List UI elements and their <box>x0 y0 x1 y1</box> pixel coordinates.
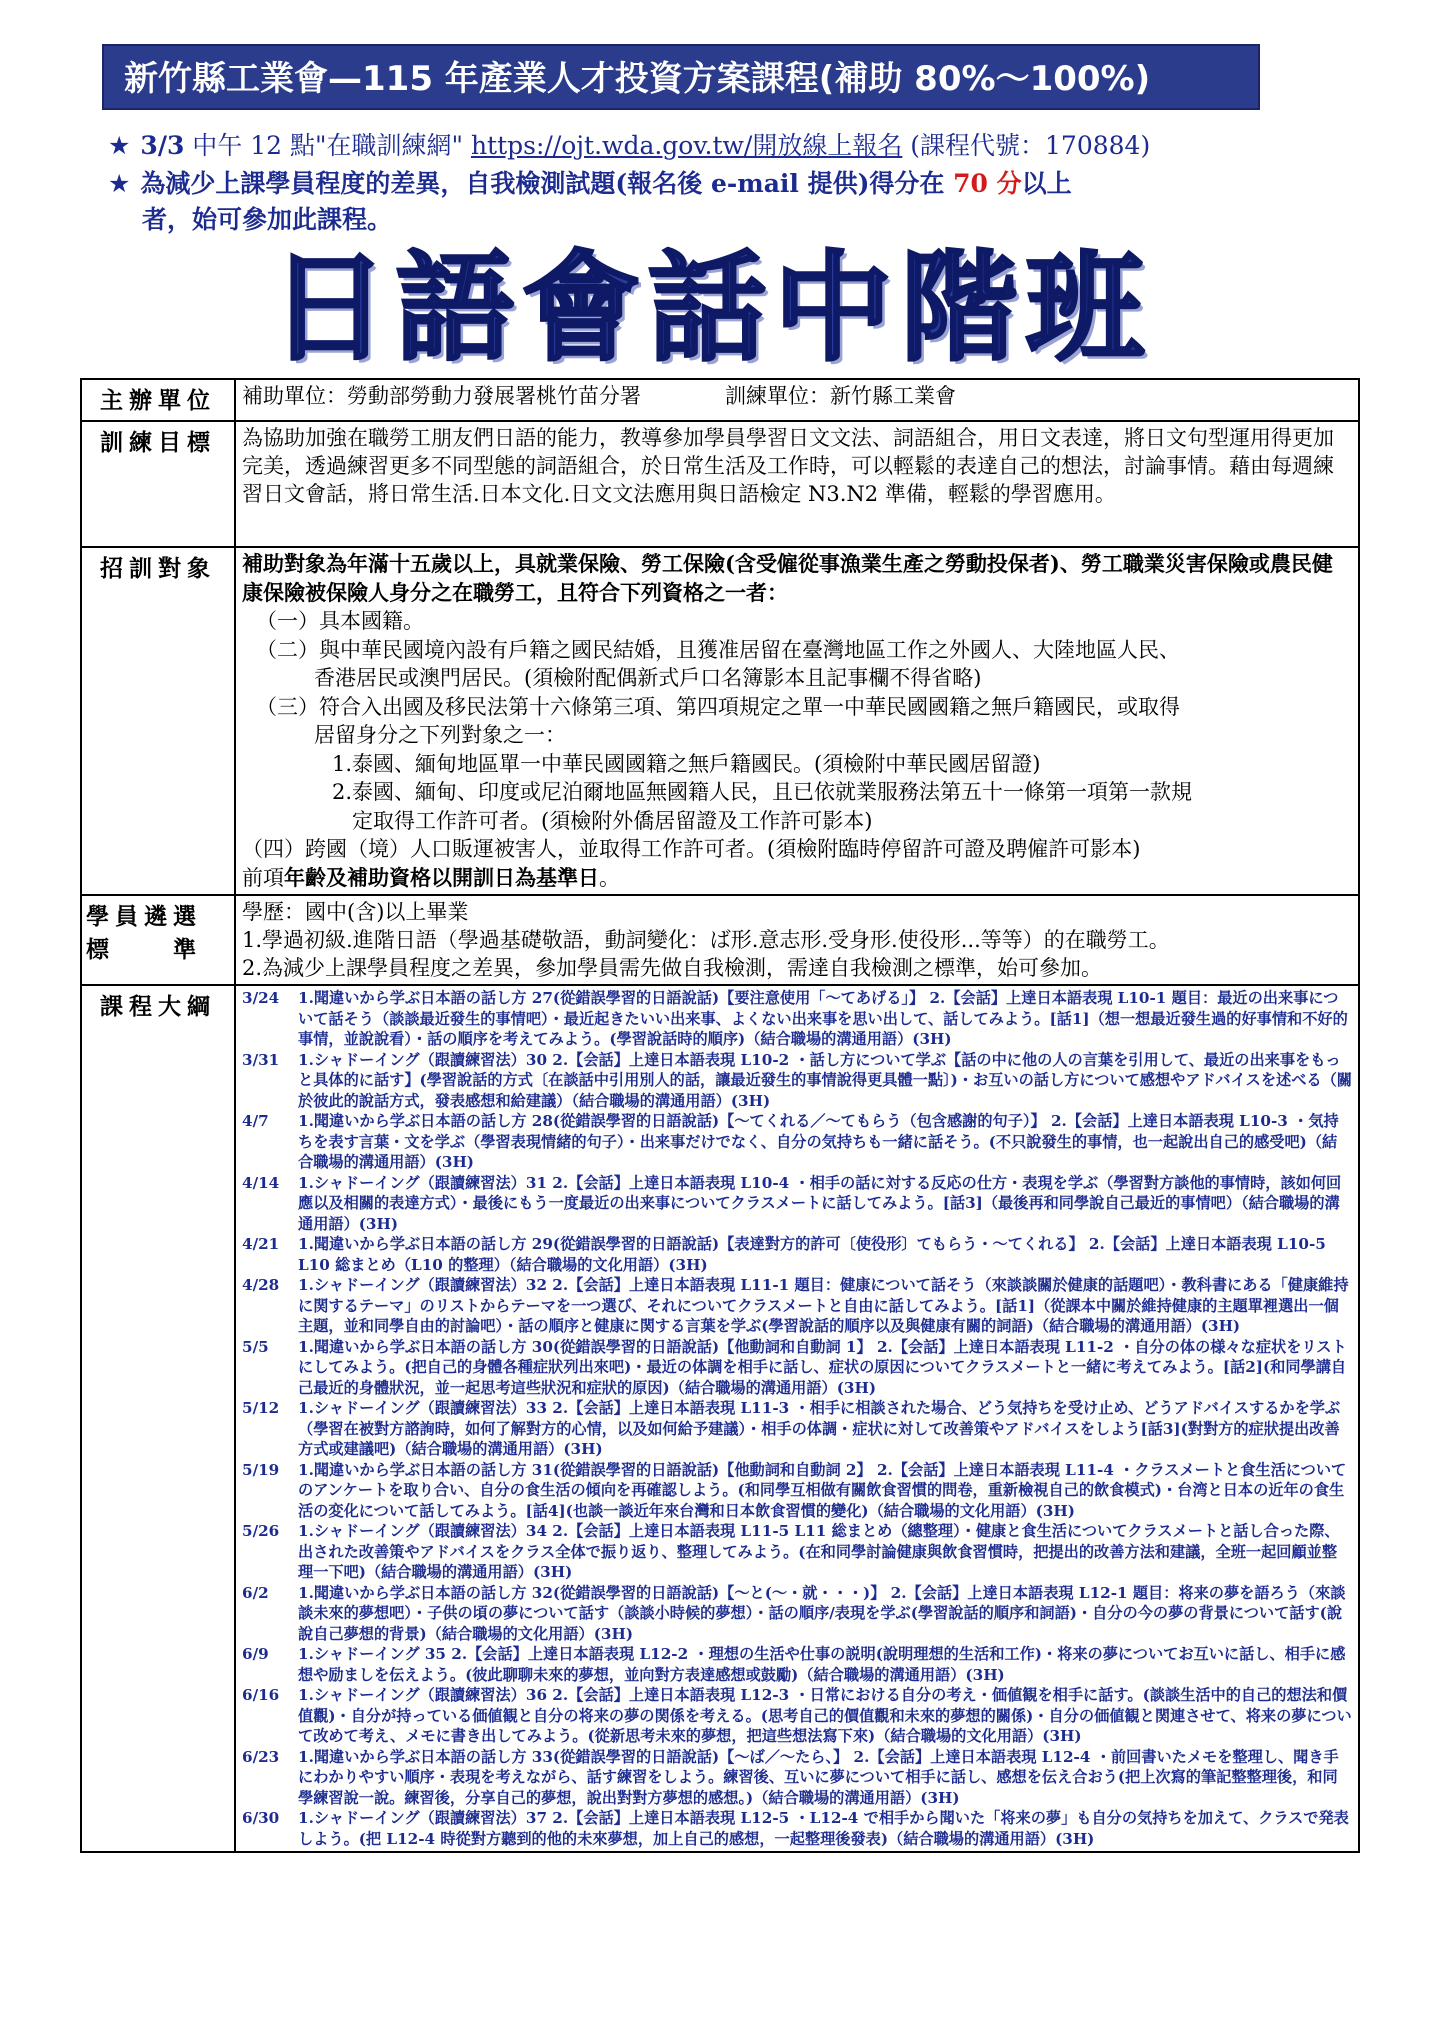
session-date: 5/5 <box>242 1337 269 1356</box>
criteria-label-top: 學員遴選 <box>86 903 202 930</box>
syllabus-session <box>242 1275 1352 1337</box>
session-date: 3/24 <box>242 989 280 1007</box>
syllabus-row <box>81 985 1359 1852</box>
session-date: 6/9 <box>242 1645 269 1663</box>
session-content: 1.シャドーイング（跟讀練習法）30 2.【会話】上達日本語表現 L10-2 ・話し方について学ぶ【話の中に他の人の言葉を引用して、最近の出来事をもっと具体的に話す】(學習說話的方式〔在談話中引用別人的話，讓最近發生的事情說得更具體一點〕)・お互いの話し方について感想やアドバイスを述べる（關於彼此的說話方式，發表感想和給建議）（結合職場的溝通用語）(3H) <box>298 1050 1352 1110</box>
syllabus-session <box>242 1337 1352 1399</box>
session-date: 5/26 <box>242 1522 280 1540</box>
target-item-3-sub-2-cont: 定取得工作許可者。(須檢附外僑居留證及工作許可影本) <box>352 808 873 833</box>
syllabus-session <box>242 1521 1352 1583</box>
star-icon: ★ <box>108 131 131 160</box>
syllabus-list <box>235 985 1359 1852</box>
session-content: 1.聞違いから学ぶ日本語の話し方 28(從錯誤學習的日語說話)【～てくれる／～てもらう（包含感謝的句子）】 2.【会話】上達日本語表現 L10-3 ・気持ちを表す言葉・文を学ぶ（學習表現情緒的句子）・出来事だけでなく、自分の気持ちも一緒に話そう。(不只說發生的事情，也一起說出自己的感受吧)（結合職場的溝通用語）(3H) <box>298 1112 1339 1171</box>
registration-link[interactable]: https://ojt.wda.gov.tw/開放線上報名 <box>470 131 903 160</box>
session-content: 1.シャドーイング（跟讀練習法）34 2.【会話】上達日本語表現 L11-5 L11 総まとめ（總整理）・健康と食生活についてクラスメートと話し合った際、出された改善策やアドバイスをクラス全体で振り返り、整理してみよう。(在和同學討論健康與飲食習慣時，把提出的改善方法和建議，全班一起回顧並整理一下吧)（結合職場的溝通用語）(3H) <box>298 1522 1340 1581</box>
syllabus-session <box>242 1460 1352 1522</box>
session-date: 4/7 <box>242 1112 269 1130</box>
target-foot-bold: 年齡及補助資格以開訓日為基準日 <box>284 864 599 890</box>
registration-date: 3/3 <box>140 131 185 160</box>
criteria-line-1: 學歷：國中(含)以上畢業 <box>242 900 469 924</box>
self-test-text-end: 以上 <box>1021 169 1072 198</box>
target-item-2: （二）與中華民國境內設有戶籍之國民結婚，且獲准居留在臺灣地區工作之外國人、大陸地區人民、 <box>256 637 1180 662</box>
target-item-3: （三）符合入出國及移民法第十六條第三項、第四項規定之單一中華民國國籍之無戶籍國民，或取得 <box>256 694 1180 719</box>
session-content: 1.聞違いから学ぶ日本語の話し方 32(從錯誤學習的日語說話)【～と(～・就・・・)】 2.【会話】上達日本語表現 L12-1 題目：将来の夢を語ろう（來談談未來的夢想吧）・子供の頃の夢について話す（談談小時候的夢想）・話の順序/表現を学ぶ(學習說話的順序和詞語)・自分の今の夢の背景について話す(說說自己夢想的背景)（結合職場的文化用語）(3H) <box>298 1583 1346 1643</box>
goal-value: 為協助加強在職勞工朋友們日語的能力，教導參加學員學習日文文法、詞語組合，用日文表達，將日文句型運用得更加完美，透過練習更多不同型態的詞語組合，於日常生活及工作時，可以輕鬆的表達自己的想法，討論事情。藉由每週練習日文會話，將日常生活.日本文化.日文文法應用與日語檢定 N3.N2 準備，輕鬆的學習應用。 <box>235 421 1359 547</box>
session-date: 5/12 <box>242 1399 280 1417</box>
registration-notice <box>108 126 1150 162</box>
star-icon: ★ <box>108 169 131 198</box>
session-date: 5/19 <box>242 1460 280 1479</box>
syllabus-session <box>242 1234 1352 1275</box>
session-content: 1.シャドーイング 35 2.【会話】上達日本語表現 L12-2 ・理想の生活や仕事の説明(說明理想的生活和工作)・将来の夢についてお互いに話し、相手に感想や励ましを伝えよう。(彼此聊聊未來的夢想，並向對方表達感想或鼓勵)（結合職場的溝通用語）(3H) <box>298 1645 1346 1684</box>
session-content: 1.聞違いから学ぶ日本語の話し方 30(從錯誤學習的日語說話)【他動詞和自動詞 1】 2.【会話】上達日本語表現 L11-2 ・自分の体の様々な症状をリストにしてみよう。(把自己的身體各種症狀列出來吧)・最近の体調を相手に話し、症状の原因についてクラスメートと一緒に考えてみよう。[話2](和同學講自己最近的身體狀況，並一起思考這些狀況和症狀的原因)（結合職場的溝通用語）(3H) <box>298 1337 1347 1397</box>
syllabus-session <box>242 1583 1352 1645</box>
session-date: 6/16 <box>242 1686 280 1704</box>
session-content: 1.シャドーイング（跟讀練習法）32 2.【会話】上達日本語表現 L11-1 題目：健康について話そう（來談談關於健康的話題吧）・教科書にある「健康維持に関するテーマ」のリストからテーマを一つ選び、それについてクラスメートと自由に話してみよう。[話1]（從課本中關於維持健康的主題單裡選出一個主題，並和同學自由的討論吧）・話の順序と健康に関する言葉を学ぶ(學習說話的順序以及與健康有關的詞語)（結合職場的溝通用語）(3H) <box>298 1276 1349 1335</box>
self-test-notice-cont: 者，始可參加此課程。 <box>142 205 393 234</box>
session-content: 1.シャドーイング（跟讀練習法）33 2.【会話】上達日本語表現 L11-3 ・相手に相談された場合、どう気持ちを受け止め、どうアドバイスするかを学ぶ（學習在被對方諮詢時，如何了解對方的心情，以及如何給予建議）・相手の体調・症状に対して改善策やアドバイスをしよう[話3](對對方的症狀提出改善方式或建議吧)（結合職場的溝通用語）(3H) <box>298 1399 1341 1458</box>
target-value <box>235 547 1359 895</box>
target-item-4: （四）跨國（境）人口販運被害人，並取得工作許可者。(須檢附臨時停留許可證及聘僱許可影本) <box>242 837 1141 861</box>
course-info-table <box>80 378 1360 1853</box>
session-content: 1.シャドーイング（跟讀練習法）31 2.【会話】上達日本語表現 L10-4 ・相手の話に対する反応の仕方・表現を学ぶ（學習對方談他的事情時，該如何回應以及相關的表達方式）・最後にもう一度最近の出来事についてクラスメートに話してみよう。[話3]（最後再和同學說自己最近的事情吧）（結合職場的溝通用語）(3H) <box>298 1173 1342 1233</box>
self-test-notice <box>108 164 1072 200</box>
target-foot-pre: 前項 <box>242 865 284 890</box>
session-date: 3/31 <box>242 1050 280 1069</box>
target-label: 招訓對象 <box>81 547 235 895</box>
target-item-3-sub-1: 1.泰國、緬甸地區單一中華民國國籍之無戶籍國民。(須檢附中華民國居留證) <box>332 751 1041 776</box>
session-date: 4/14 <box>242 1173 280 1192</box>
session-content: 1.シャドーイング（跟讀練習法）37 2.【会話】上達日本語表現 L12-5 ・L12-4 で相手から聞いた「将来の夢」も自分の気持ちを加えて、クラスで発表しよう。(把 L12-4 時從對方聽到的他的未來夢想，加上自己的感想，一起整理後發表)（結合職場的溝通用語）(3H) <box>298 1809 1349 1848</box>
syllabus-session <box>242 1111 1352 1173</box>
session-date: 4/28 <box>242 1276 280 1294</box>
criteria-label <box>81 895 235 985</box>
course-code: (課程代號：170884) <box>902 131 1151 160</box>
goal-label: 訓練目標 <box>81 421 235 547</box>
criteria-line-3: 2.為減少上課學員程度之差異，參加學員需先做自我檢測，需達自我檢測之標準，始可參加。 <box>242 956 1103 980</box>
target-row <box>81 547 1359 895</box>
passing-score: 70 分 <box>953 169 1022 198</box>
target-foot-post: 。 <box>599 865 620 890</box>
syllabus-session <box>242 1644 1352 1685</box>
target-foot <box>242 864 1352 893</box>
session-content: 1.聞違いから学ぶ日本語の話し方 29(從錯誤學習的日語說話)【表達對方的許可〔使役形〕てもらう・～てくれる】 2.【会話】上達日本語表現 L10-5 L10 総まとめ（L10 的整理）（結合職場的文化用語）(3H) <box>298 1235 1326 1274</box>
page-title: 日語會話中階班 <box>270 239 1153 377</box>
syllabus-session <box>242 1747 1352 1809</box>
target-head: 補助對象為年滿十五歲以上，具就業保險、勞工保險(含受僱從事漁業生產之勞動投保者)、勞工職業災害保險或農民健康保險被保險人身分之在職勞工，且符合下列資格之一者： <box>242 551 1333 605</box>
session-date: 6/2 <box>242 1583 269 1602</box>
target-item-2-cont: 香港居民或澳門居民。(須檢附配偶新式戶口名簿影本且記事欄不得省略) <box>314 666 982 690</box>
syllabus-session <box>242 1050 1352 1112</box>
self-test-text: 為減少上課學員程度的差異，自我檢測試題(報名後 e-mail 提供)得分在 <box>140 169 954 198</box>
session-date: 6/23 <box>242 1747 280 1766</box>
target-item-3-cont: 居留身分之下列對象之一： <box>314 723 566 747</box>
syllabus-session <box>242 988 1352 1050</box>
session-content: 1.聞違いから学ぶ日本語の話し方 31(從錯誤學習的日語說話)【他動詞和自動詞 2】 2.【会話】上達日本語表現 L11-4 ・クラスメートと食生活についてのアンケートを取り合い、自分の食生活の傾向を再確認しよう。(和同學互相做有關飲食習慣的問卷，重新檢視自己的飲食模式)・台湾と日本の近年の食生活の変化について話してみよう。[話4](也談一談近年來台灣和日本飲食習慣的變化)（結合職場的文化用語）(3H) <box>298 1460 1347 1520</box>
criteria-row <box>81 895 1359 985</box>
session-content: 1.聞違いから学ぶ日本語の話し方 27(從錯誤學習的日語說話)【要注意使用「～てあげる」】 2.【会話】上達日本語表現 L10-1 題目：最近の出来事について話そう（談談最近發生的事情吧）・最近起きたいい出来事、よくない出来事を思い出して、話してみよう。[話1]（想一想最近發生過的好事情和不好的事情，並說說看）・話の順序を考えてみよう。(學習說話時的順序)（結合職場的溝通用語）(3H) <box>298 989 1348 1048</box>
syllabus-session <box>242 1685 1352 1747</box>
organizer-row <box>81 379 1359 421</box>
syllabus-session <box>242 1398 1352 1460</box>
criteria-value <box>235 895 1359 985</box>
registration-text: 中午 12 點"在職訓練網" <box>184 131 471 160</box>
session-content: 1.聞違いから学ぶ日本語の話し方 33(從錯誤學習的日語說話)【～ば／～たら、】 2.【会話】上達日本語表現 L12-4 ・前回書いたメモを整理し、聞き手にわかりやすい順序・表現を考えながら、話す練習をしよう。練習後、互いに夢について相手に話し、感想を伝え合おう(把上次寫的筆記整整理後，和同學練習說一說。練習後，分享自己的夢想，說出對對方夢想的感想。)（結合職場的溝通用語）(3H) <box>298 1747 1339 1807</box>
session-date: 4/21 <box>242 1235 280 1253</box>
target-item-1: （一）具本國籍。 <box>256 609 424 633</box>
course-banner: 新竹縣工業會—115 年產業人才投資方案課程(補助 80%～100%) <box>102 44 1260 110</box>
session-date: 6/30 <box>242 1809 280 1827</box>
criteria-label-bottom: 標 準 <box>86 936 202 963</box>
syllabus-session <box>242 1173 1352 1235</box>
goal-row <box>81 421 1359 547</box>
organizer-value: 補助單位：勞動部勞動力發展署桃竹苗分署 訓練單位：新竹縣工業會 <box>235 379 1359 421</box>
syllabus-label: 課程大綱 <box>81 985 235 1852</box>
organizer-label: 主辦單位 <box>81 379 235 421</box>
session-content: 1.シャドーイング（跟讀練習法）36 2.【会話】上達日本語表現 L12-3 ・日常における自分の考え・価値観を相手に話す。(談談生活中的自己的想法和價值觀)・自分が持っている価値観と自分の将来の夢の関係を考える。(思考自己的價值觀和未來的夢想的關係)・自分の価値観と関連させて、将来の夢について改めて考え、メモに書き出してみよう。(從新思考未來的夢想，把這些想法寫下來)（結合職場的文化用語）(3H) <box>298 1686 1352 1745</box>
criteria-line-2: 1.學過初級.進階日語（學過基礎敬語，動詞變化：ば形.意志形.受身形.使役形...等等）的在職勞工。 <box>242 928 1170 952</box>
syllabus-session <box>242 1808 1352 1849</box>
target-item-3-sub-2: 2.泰國、緬甸、印度或尼泊爾地區無國籍人民，且已依就業服務法第五十一條第一項第一款規 <box>332 780 1193 804</box>
